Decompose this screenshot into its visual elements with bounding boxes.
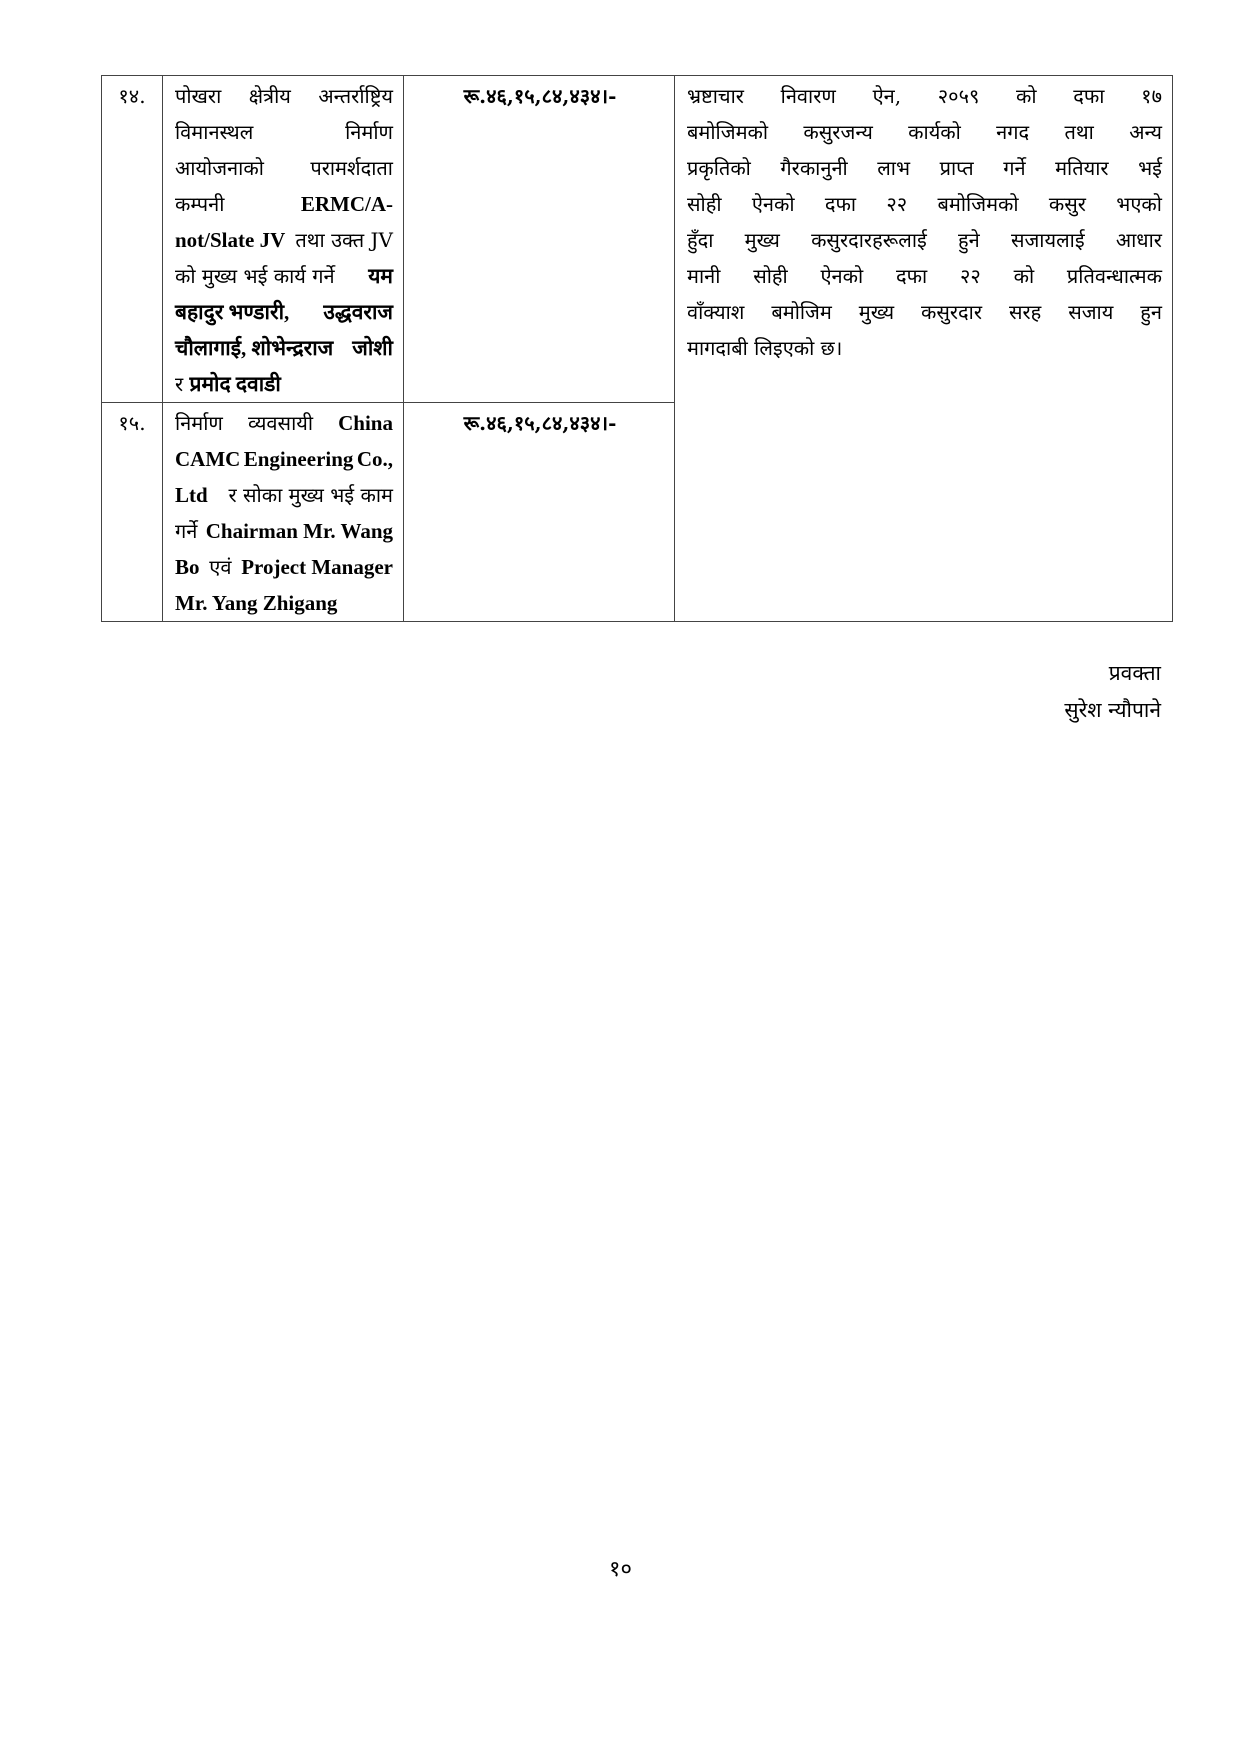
serial-number: १५. [102,403,163,622]
description-line: मागदाबी लिइएको छ। [687,336,843,360]
description-word: भएको [1116,192,1162,216]
description-word: हुने [958,228,980,252]
description-line [687,186,1162,222]
party-text: तथा उक्त JV [295,228,393,252]
party-text: क्षेत्रीय [248,84,291,108]
description-word: सोही [753,264,788,288]
table-row [102,76,1173,403]
description-line [687,150,1162,186]
description-word: नगद [996,120,1030,144]
description-word: तथा [1064,120,1094,144]
party-name-bold: Ltd [175,483,208,507]
description-word: मतियार [1055,156,1109,180]
party-text: व्यवसायी [247,411,314,435]
party-text-line [175,78,393,114]
description-word: भई [1138,156,1162,180]
description-word: वाँक्याश [687,300,745,324]
description-word: गैरकानुनी [780,156,848,180]
description-word: बमोजिमको [687,120,769,144]
description-word: ऐनको [820,264,864,288]
party-name-bold: not/Slate JV [175,228,286,252]
charge-description [675,76,1173,622]
description-word: प्राप्त [939,156,974,180]
party-name-bold: Bo [175,555,200,579]
party-name-bold: Engineering [243,447,354,471]
party-name-bold: यम [368,264,393,288]
description-word: गर्ने [1003,156,1026,180]
party-name-bold: ERMC/A- [300,192,393,216]
party-text-line [175,330,393,366]
accused-party-cell [163,403,404,622]
party-text: एवं [209,555,232,579]
party-name-bold: Chairman Mr. Wang [205,519,393,543]
party-text-line [175,222,393,258]
party-name-bold: उद्धवराज [323,300,393,324]
party-text-line [175,549,393,585]
description-word: लाभ [877,156,911,180]
description-word: सोही [687,192,722,216]
description-line [687,258,1162,294]
party-name-bold: चौलागाई, शोभेन्द्रराज [175,336,334,360]
claim-amount: रू.४६,१५,८४,४३४।- [404,403,675,622]
party-text-line [175,258,393,294]
description-line [687,294,1162,330]
party-text: र सोका मुख्य भई काम [228,483,393,507]
party-text: को मुख्य भई कार्य गर्ने [175,264,335,288]
description-word: १७ [1141,84,1162,108]
signatory-designation: प्रवक्ता [1108,661,1161,685]
party-text-line [175,585,393,621]
description-word: हुँदा [687,228,714,252]
party-text: निर्माण [175,411,223,435]
description-word: हुन [1140,300,1162,324]
description-word: सरह [1008,300,1042,324]
party-text-line [175,513,393,549]
description-word: को [1016,84,1037,108]
page-number: १० [609,1557,632,1582]
description-word: कार्यको [908,120,961,144]
party-text-line [175,294,393,330]
description-word: ऐन, [872,84,902,108]
party-text: र [175,372,184,396]
description-word: सजाय [1068,300,1114,324]
party-text: अन्तर्राष्ट्रिय [318,84,393,108]
description-word: कसुरदार [920,300,983,324]
party-name-bold: बहादुर भण्डारी, [175,300,290,324]
description-word: प्रकृतिको [687,156,751,180]
signature-block [1064,655,1161,729]
party-name-bold: Co., [356,447,393,471]
party-text: कम्पनी [175,192,225,216]
description-word: २२ [959,264,981,288]
description-word: ऐनको [751,192,795,216]
description-word: को [1013,264,1035,288]
description-word: अन्य [1129,120,1162,144]
party-text-line [175,477,393,513]
description-word: भ्रष्टाचार [687,84,744,108]
description-line [687,222,1162,258]
description-word: बमोजिमको [937,192,1019,216]
claim-amount: रू.४६,१५,८४,४३४।- [404,76,675,403]
accused-party-cell [163,76,404,403]
description-word: दफा [895,264,928,288]
description-word: मुख्य [858,300,895,324]
description-word: दफा [824,192,857,216]
description-word: २०५९ [937,84,980,108]
party-text-line [175,150,393,186]
party-name-bold: Project Manager [241,555,393,579]
description-word: कसुर [1048,192,1086,216]
party-name-bold: China [338,411,393,435]
description-word: प्रतिवन्धात्मक [1066,264,1162,288]
description-word: निवारण [780,84,836,108]
description-word: कसुरजन्य [803,120,873,144]
description-word: आधार [1115,228,1162,252]
party-text: आयोजनाको [175,156,264,180]
description-word: कसुरदारहरूलाई [811,228,927,252]
party-text-line [175,114,393,150]
signatory-name: सुरेश न्यौपाने [1064,698,1161,722]
description-word: सजायलाई [1010,228,1085,252]
serial-number: १४. [102,76,163,403]
party-text-line [175,405,393,441]
description-line [687,114,1162,150]
party-text: निर्माण [345,120,393,144]
description-word: बमोजिम [771,300,832,324]
party-name-bold: CAMC [175,447,241,471]
party-name-bold: प्रमोद दवाडी [189,372,281,396]
party-text: गर्ने [175,519,198,543]
description-word: दफा [1073,84,1105,108]
description-word: मानी [687,264,721,288]
party-text-line [175,186,393,222]
party-text: परामर्शदाता [310,156,393,180]
description-word: मुख्य [744,228,780,252]
charge-table [101,75,1173,622]
description-word: २२ [886,192,908,216]
party-text-line [175,441,393,477]
party-text-line [175,366,393,402]
description-line [687,78,1162,114]
party-name-bold: जोशी [352,336,393,360]
party-text: पोखरा [175,84,222,108]
party-name-bold: Mr. Yang Zhigang [175,591,338,615]
party-text: विमानस्थल [175,120,254,144]
